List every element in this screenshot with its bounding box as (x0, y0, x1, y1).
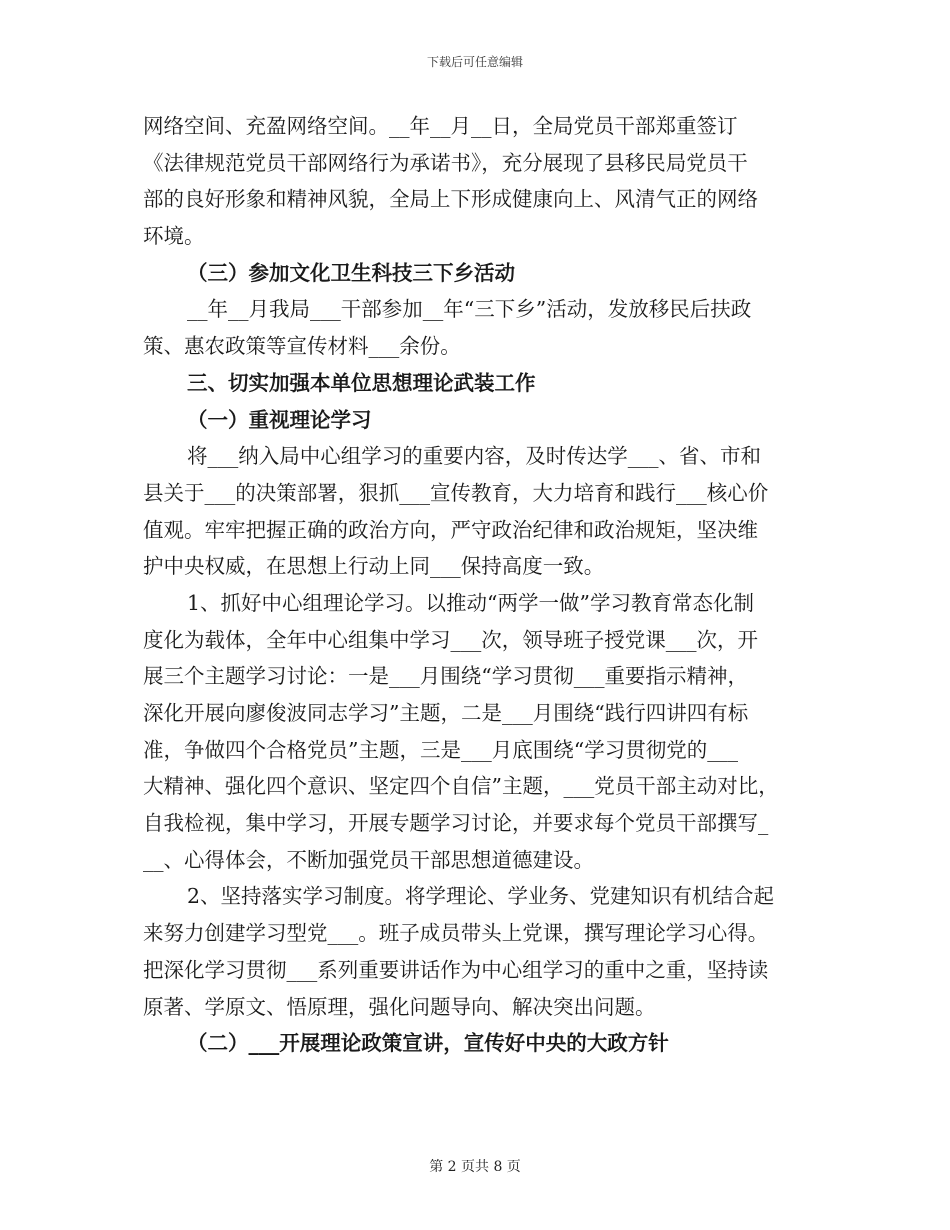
text-line: 来努力创建学习型党___。班子成员带头上党课，撰写理论学习心得。 (143, 921, 769, 946)
text-line: 《法律规范党员干部网络行为承诺书》，充分展现了县移民局党员干 (143, 150, 748, 175)
page-footer: 第 2 页共 8 页 (429, 1159, 521, 1175)
section-heading: （一）重视理论学习 (187, 407, 372, 432)
text-line: 展三个主题学习讨论：一是___月围绕“学习贯彻___重要指示精神， (143, 664, 748, 689)
text-line: 深化开展向廖俊波同志学习”主题，二是___月围绕“践行四讲四有标 (143, 701, 749, 725)
section-heading: （二）___开展理论政策宣讲，宣传好中央的大政方针 (187, 1031, 669, 1056)
text-line: 部的良好形象和精神风貌，全局上下形成健康向上、风清气正的网络 (143, 187, 758, 212)
text-line: 自我检视，集中学习，开展专题学习讨论，并要求每个党员干部撰写_ (143, 811, 769, 836)
text-line: 1、抓好中心组理论学习。以推动“两学一做”学习教育常态化制 (187, 590, 755, 615)
document-body (143, 108, 813, 1062)
text-line: 准，争做四个合格党员”主题，三是___月底围绕“学习贯彻党的___ (143, 737, 738, 762)
text-line: __、心得体会，不断加强党员干部思想道德建设。 (143, 847, 594, 872)
text-line: __年__月我局___干部参加__年“三下乡”活动，发放移民后扶政 (187, 297, 752, 322)
text-line: 策、惠农政策等宣传材料___余份。 (143, 334, 461, 359)
text-line: 原著、学原文、悟原理，强化问题导向、解决突出问题。 (143, 994, 656, 1019)
text-line: 度化为载体，全年中心组集中学习___次，领导班子授党课___次，开 (143, 627, 758, 652)
section-heading: 三、切实加强本单位思想理论武装工作 (187, 370, 536, 395)
text-line: 环境。 (143, 224, 205, 249)
text-line: 护中央权威，在思想上行动上同___保持高度一致。 (143, 554, 605, 579)
text-line: 把深化学习贯彻___系列重要讲话作为中心组学习的重中之重，坚持读 (143, 957, 769, 982)
section-heading: （三）参加文化卫生科技三下乡活动 (187, 260, 515, 285)
text-line: 网络空间、充盈网络空间。__年__月__日，全局党员干部郑重签订 (143, 114, 738, 138)
text-line: 值观。牢牢把握正确的政治方向，严守政治纪律和政治规矩，坚决维 (143, 517, 758, 542)
text-line: 大精神、强化四个意识、坚定四个自信”主题，___党员干部主动对比， (143, 774, 779, 799)
text-line: 2、坚持落实学习制度。将学理论、学业务、党建知识有机结合起 (187, 884, 775, 909)
text-line: 县关于___的决策部署，狠抓___宣传教育，大力培育和践行___核心价 (143, 480, 769, 505)
page-header: 下载后可任意编辑 (426, 55, 523, 69)
text-line: 将___纳入局中心组学习的重要内容，及时传达学___、省、市和 (187, 444, 761, 469)
